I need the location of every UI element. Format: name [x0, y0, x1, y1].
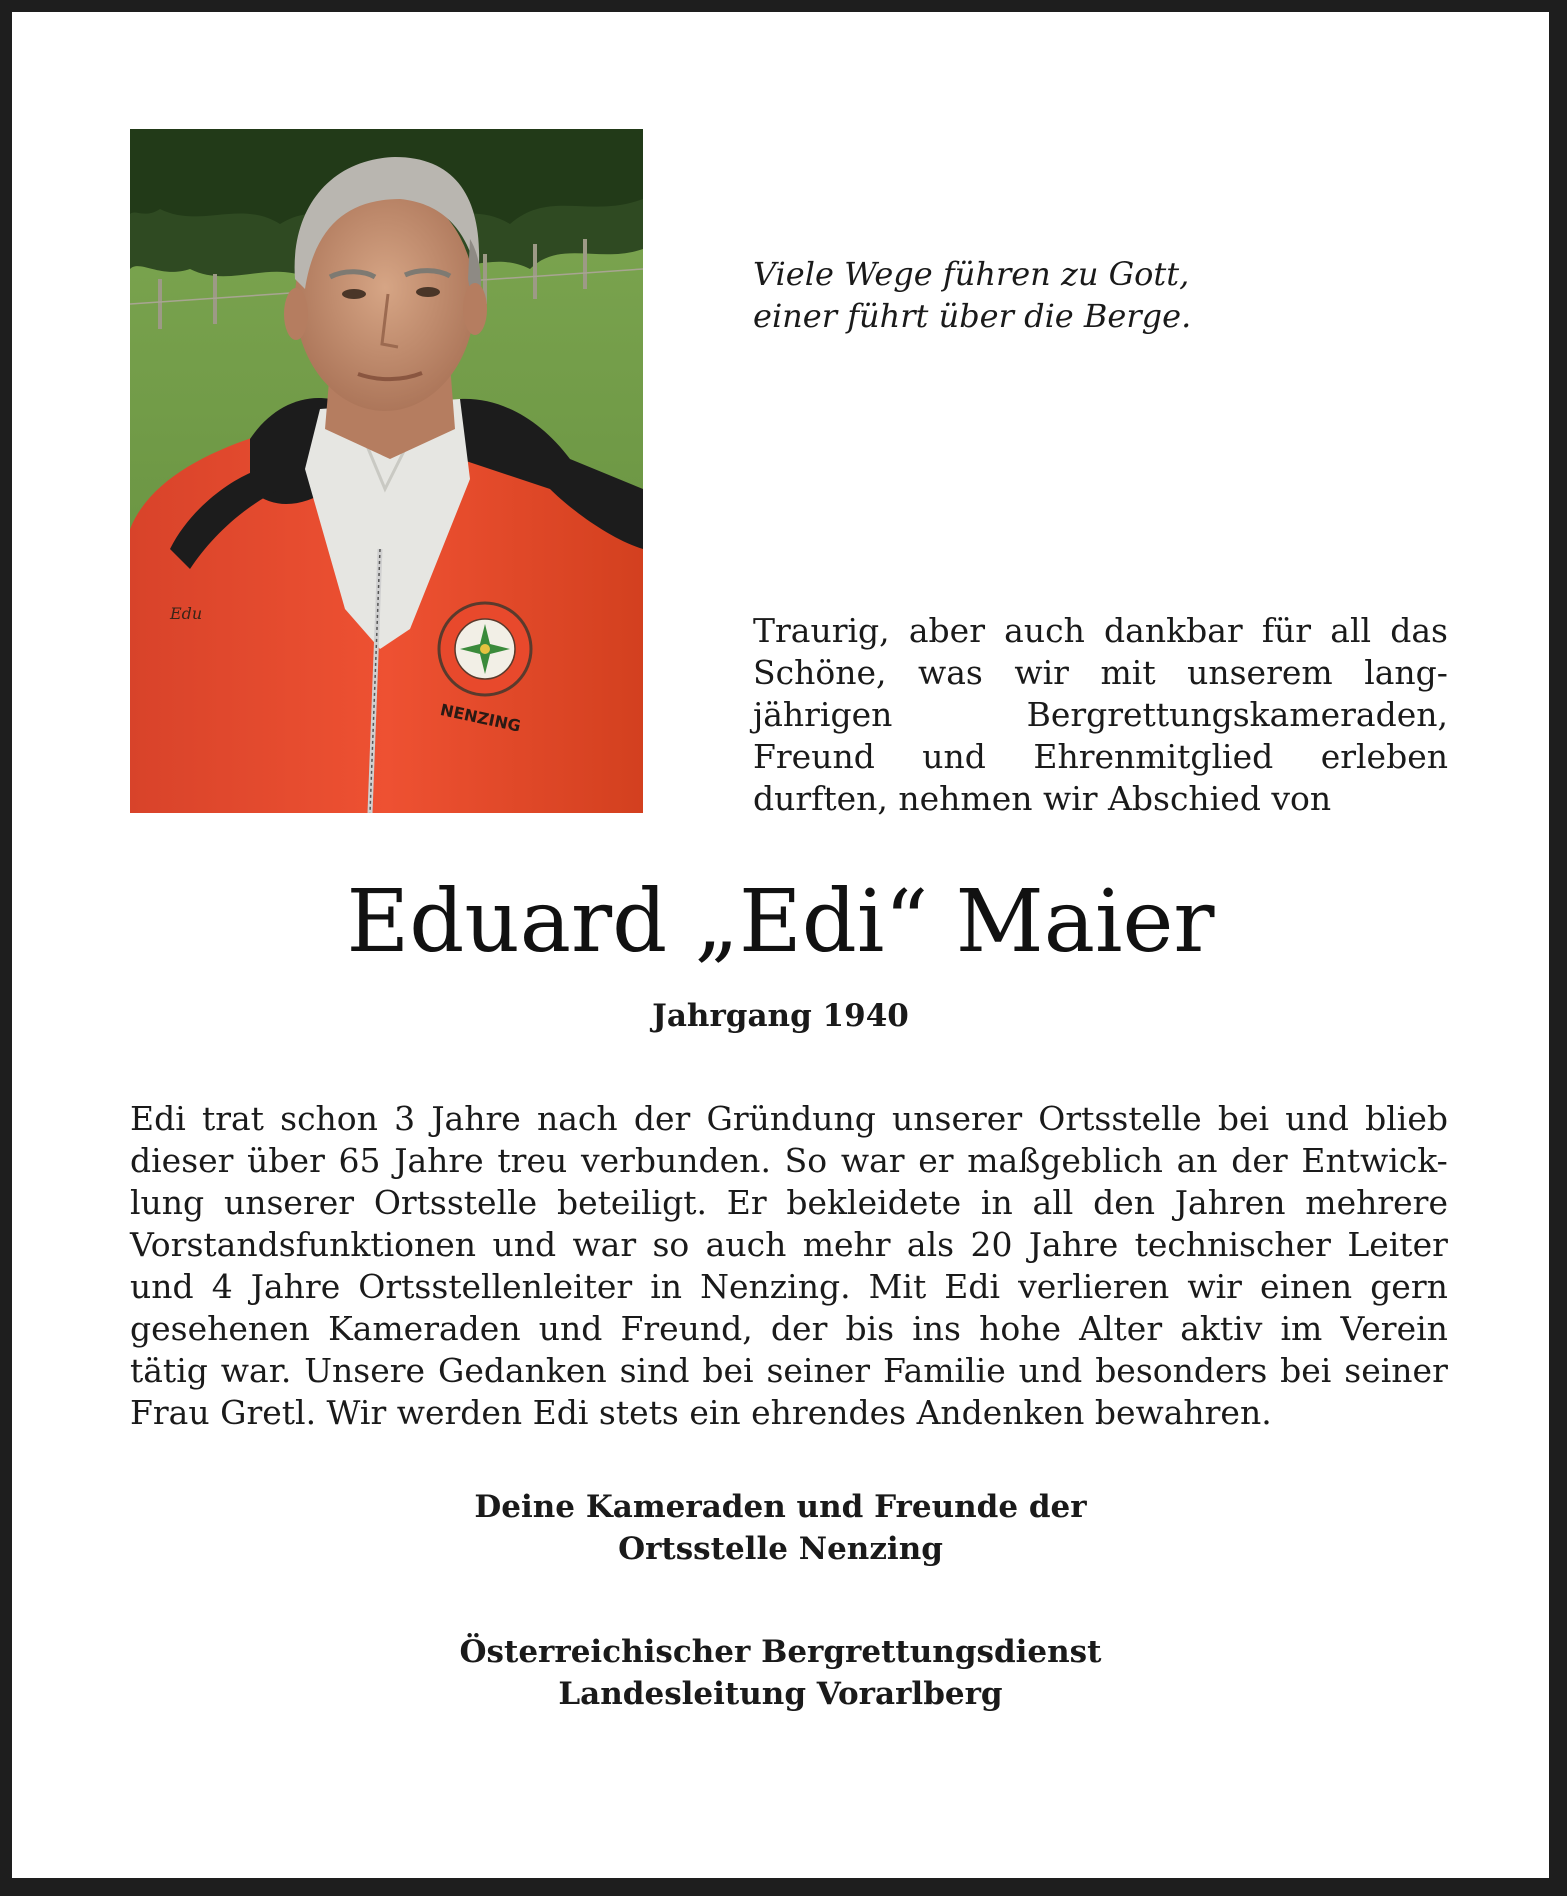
word: jährigen [753, 695, 893, 734]
word: einen [1260, 1267, 1353, 1306]
word: unserer [892, 1099, 1023, 1138]
birth-year: Jahrgang 1940 [652, 998, 909, 1034]
word: Schöne, [753, 653, 887, 692]
word: bekleidete [786, 1183, 962, 1222]
word: 3 [394, 1099, 416, 1138]
word: und [538, 1309, 603, 1348]
body-line-8: Frau Gretl. Wir werden Edi stets ein ehrendes Andenken bewahren. [130, 1393, 1272, 1432]
word: Traurig, [753, 611, 890, 650]
word: lung [130, 1183, 205, 1222]
word: in [650, 1267, 683, 1306]
word: blieb [1365, 1099, 1448, 1138]
word: wir [1014, 653, 1069, 692]
word: Edi [130, 1099, 186, 1138]
word: Verein [1340, 1309, 1448, 1348]
body-line-2 [130, 1140, 1448, 1182]
word: Gedanken [437, 1351, 607, 1390]
word: das [1390, 611, 1448, 650]
word: der [633, 1099, 691, 1138]
signature-organisation [12, 1631, 1549, 1715]
word: an [1176, 1141, 1218, 1180]
signature-line: Ortsstelle Nenzing [618, 1531, 943, 1567]
word: bei [1217, 1099, 1270, 1138]
word: so [652, 1225, 690, 1264]
word: Freund [753, 737, 875, 776]
word: aktiv [1180, 1309, 1263, 1348]
word: den [1093, 1183, 1156, 1222]
body-line-6 [130, 1308, 1448, 1350]
word: er [918, 1141, 954, 1180]
word: hohe [979, 1309, 1062, 1348]
intro-line-2 [753, 652, 1448, 694]
word: treu [497, 1141, 568, 1180]
word: gern [1370, 1267, 1448, 1306]
word: Jahre [394, 1141, 484, 1180]
word: bei [702, 1351, 754, 1390]
badge-place-text: NENZING [438, 700, 523, 736]
word: all [1032, 1183, 1074, 1222]
word: nach [536, 1099, 618, 1138]
intro-line-4 [753, 736, 1448, 778]
rescue-badge-icon [439, 603, 531, 695]
word: verlieren [1018, 1267, 1170, 1306]
word: Entwick- [1301, 1141, 1448, 1180]
word: Jahre [431, 1099, 521, 1138]
word: Jahre [1028, 1225, 1119, 1264]
word: seiner [766, 1351, 871, 1390]
word: mit [1100, 653, 1156, 692]
motto-line: Viele Wege führen zu Gott, [753, 255, 1190, 293]
intro-line-3 [753, 694, 1448, 736]
motto-quote [753, 253, 1313, 337]
word: in [980, 1183, 1013, 1222]
word: erleben [1320, 737, 1448, 776]
word: Ortsstelle [373, 1183, 538, 1222]
word: Freund, [620, 1309, 753, 1348]
word: unserer [223, 1183, 355, 1222]
intro-line-5: durften, nehmen wir Abschied von [753, 779, 1332, 818]
motto-line: einer führt über die Berge. [753, 297, 1192, 335]
word: Jahren [1174, 1183, 1286, 1222]
word: für [1261, 611, 1312, 650]
word: schon [280, 1099, 378, 1138]
word: aber [908, 611, 985, 650]
word: verbunden. [580, 1141, 771, 1180]
word: Nenzing. [700, 1267, 851, 1306]
word: was [918, 653, 983, 692]
word: technischer [1134, 1225, 1331, 1264]
body-line-1 [130, 1098, 1448, 1140]
word: war [840, 1141, 905, 1180]
word: lang- [1364, 653, 1448, 692]
word: Bergrettungskameraden, [1026, 695, 1448, 734]
word: Vorstandsfunktionen [130, 1225, 477, 1264]
word: 4 [211, 1267, 233, 1306]
obituary-body [130, 1098, 1448, 1434]
word: und [1285, 1099, 1349, 1138]
word: und [130, 1267, 194, 1306]
obituary-page [12, 12, 1549, 1878]
word: Ortsstellenleiter [358, 1267, 633, 1306]
word: bei [1280, 1351, 1332, 1390]
word: und [1018, 1351, 1083, 1390]
intro-text [753, 610, 1448, 820]
word: 20 [970, 1225, 1013, 1264]
word: all [1330, 611, 1372, 650]
word: Familie [882, 1351, 1006, 1390]
deceased-name: Eduard „Edi“ Maier [346, 872, 1215, 972]
word: Er [726, 1183, 767, 1222]
word: Ehrenmitglied [1033, 737, 1274, 776]
word: auch [705, 1225, 787, 1264]
word: war. [220, 1351, 292, 1390]
word: seiner [1344, 1351, 1448, 1390]
word: unserem [1187, 653, 1333, 692]
portrait-image [130, 129, 643, 813]
word: dankbar [1104, 611, 1243, 650]
word: der [1231, 1141, 1288, 1180]
word: Unsere [304, 1351, 426, 1390]
word: maßgeblich [967, 1141, 1163, 1180]
word: im [1280, 1309, 1323, 1348]
word: ins [912, 1309, 961, 1348]
word: mehr [802, 1225, 891, 1264]
word: Jahre [250, 1267, 341, 1306]
word: Mit [868, 1267, 927, 1306]
word: Ortsstelle [1038, 1099, 1202, 1138]
word: Leiter [1347, 1225, 1448, 1264]
word: und [922, 737, 986, 776]
word: beteiligt. [556, 1183, 707, 1222]
word: Kameraden [328, 1309, 521, 1348]
jacket-name-text: Edu [170, 604, 203, 623]
intro-line-1 [753, 610, 1448, 652]
body-line-3 [130, 1182, 1448, 1224]
word: trat [201, 1099, 264, 1138]
signature-line: Deine Kameraden und Freunde der [474, 1489, 1087, 1525]
word: Edi [944, 1267, 1001, 1306]
word: dieser [130, 1141, 234, 1180]
word: wir [1187, 1267, 1242, 1306]
signature-line: Landesleitung Vorarlberg [558, 1676, 1003, 1712]
signature-friends [12, 1486, 1549, 1570]
body-line-7 [130, 1350, 1448, 1392]
word: bis [845, 1309, 895, 1348]
word: als [906, 1225, 955, 1264]
word: sind [619, 1351, 690, 1390]
word: über [247, 1141, 325, 1180]
word: Gründung [706, 1099, 876, 1138]
word: der [770, 1309, 828, 1348]
word: besonders [1095, 1351, 1268, 1390]
signature-line: Österreichischer Bergrettungsdienst [459, 1634, 1102, 1670]
body-line-5 [130, 1266, 1448, 1308]
word: 65 [338, 1141, 381, 1180]
portrait-photo [130, 129, 643, 813]
word: gesehenen [130, 1309, 310, 1348]
word: auch [1004, 611, 1085, 650]
word: So [784, 1141, 828, 1180]
body-line-4 [130, 1224, 1448, 1266]
word: mehrere [1305, 1183, 1448, 1222]
word: tätig [130, 1351, 208, 1390]
word: war [572, 1225, 637, 1264]
word: Alter [1079, 1309, 1163, 1348]
word: und [492, 1225, 557, 1264]
